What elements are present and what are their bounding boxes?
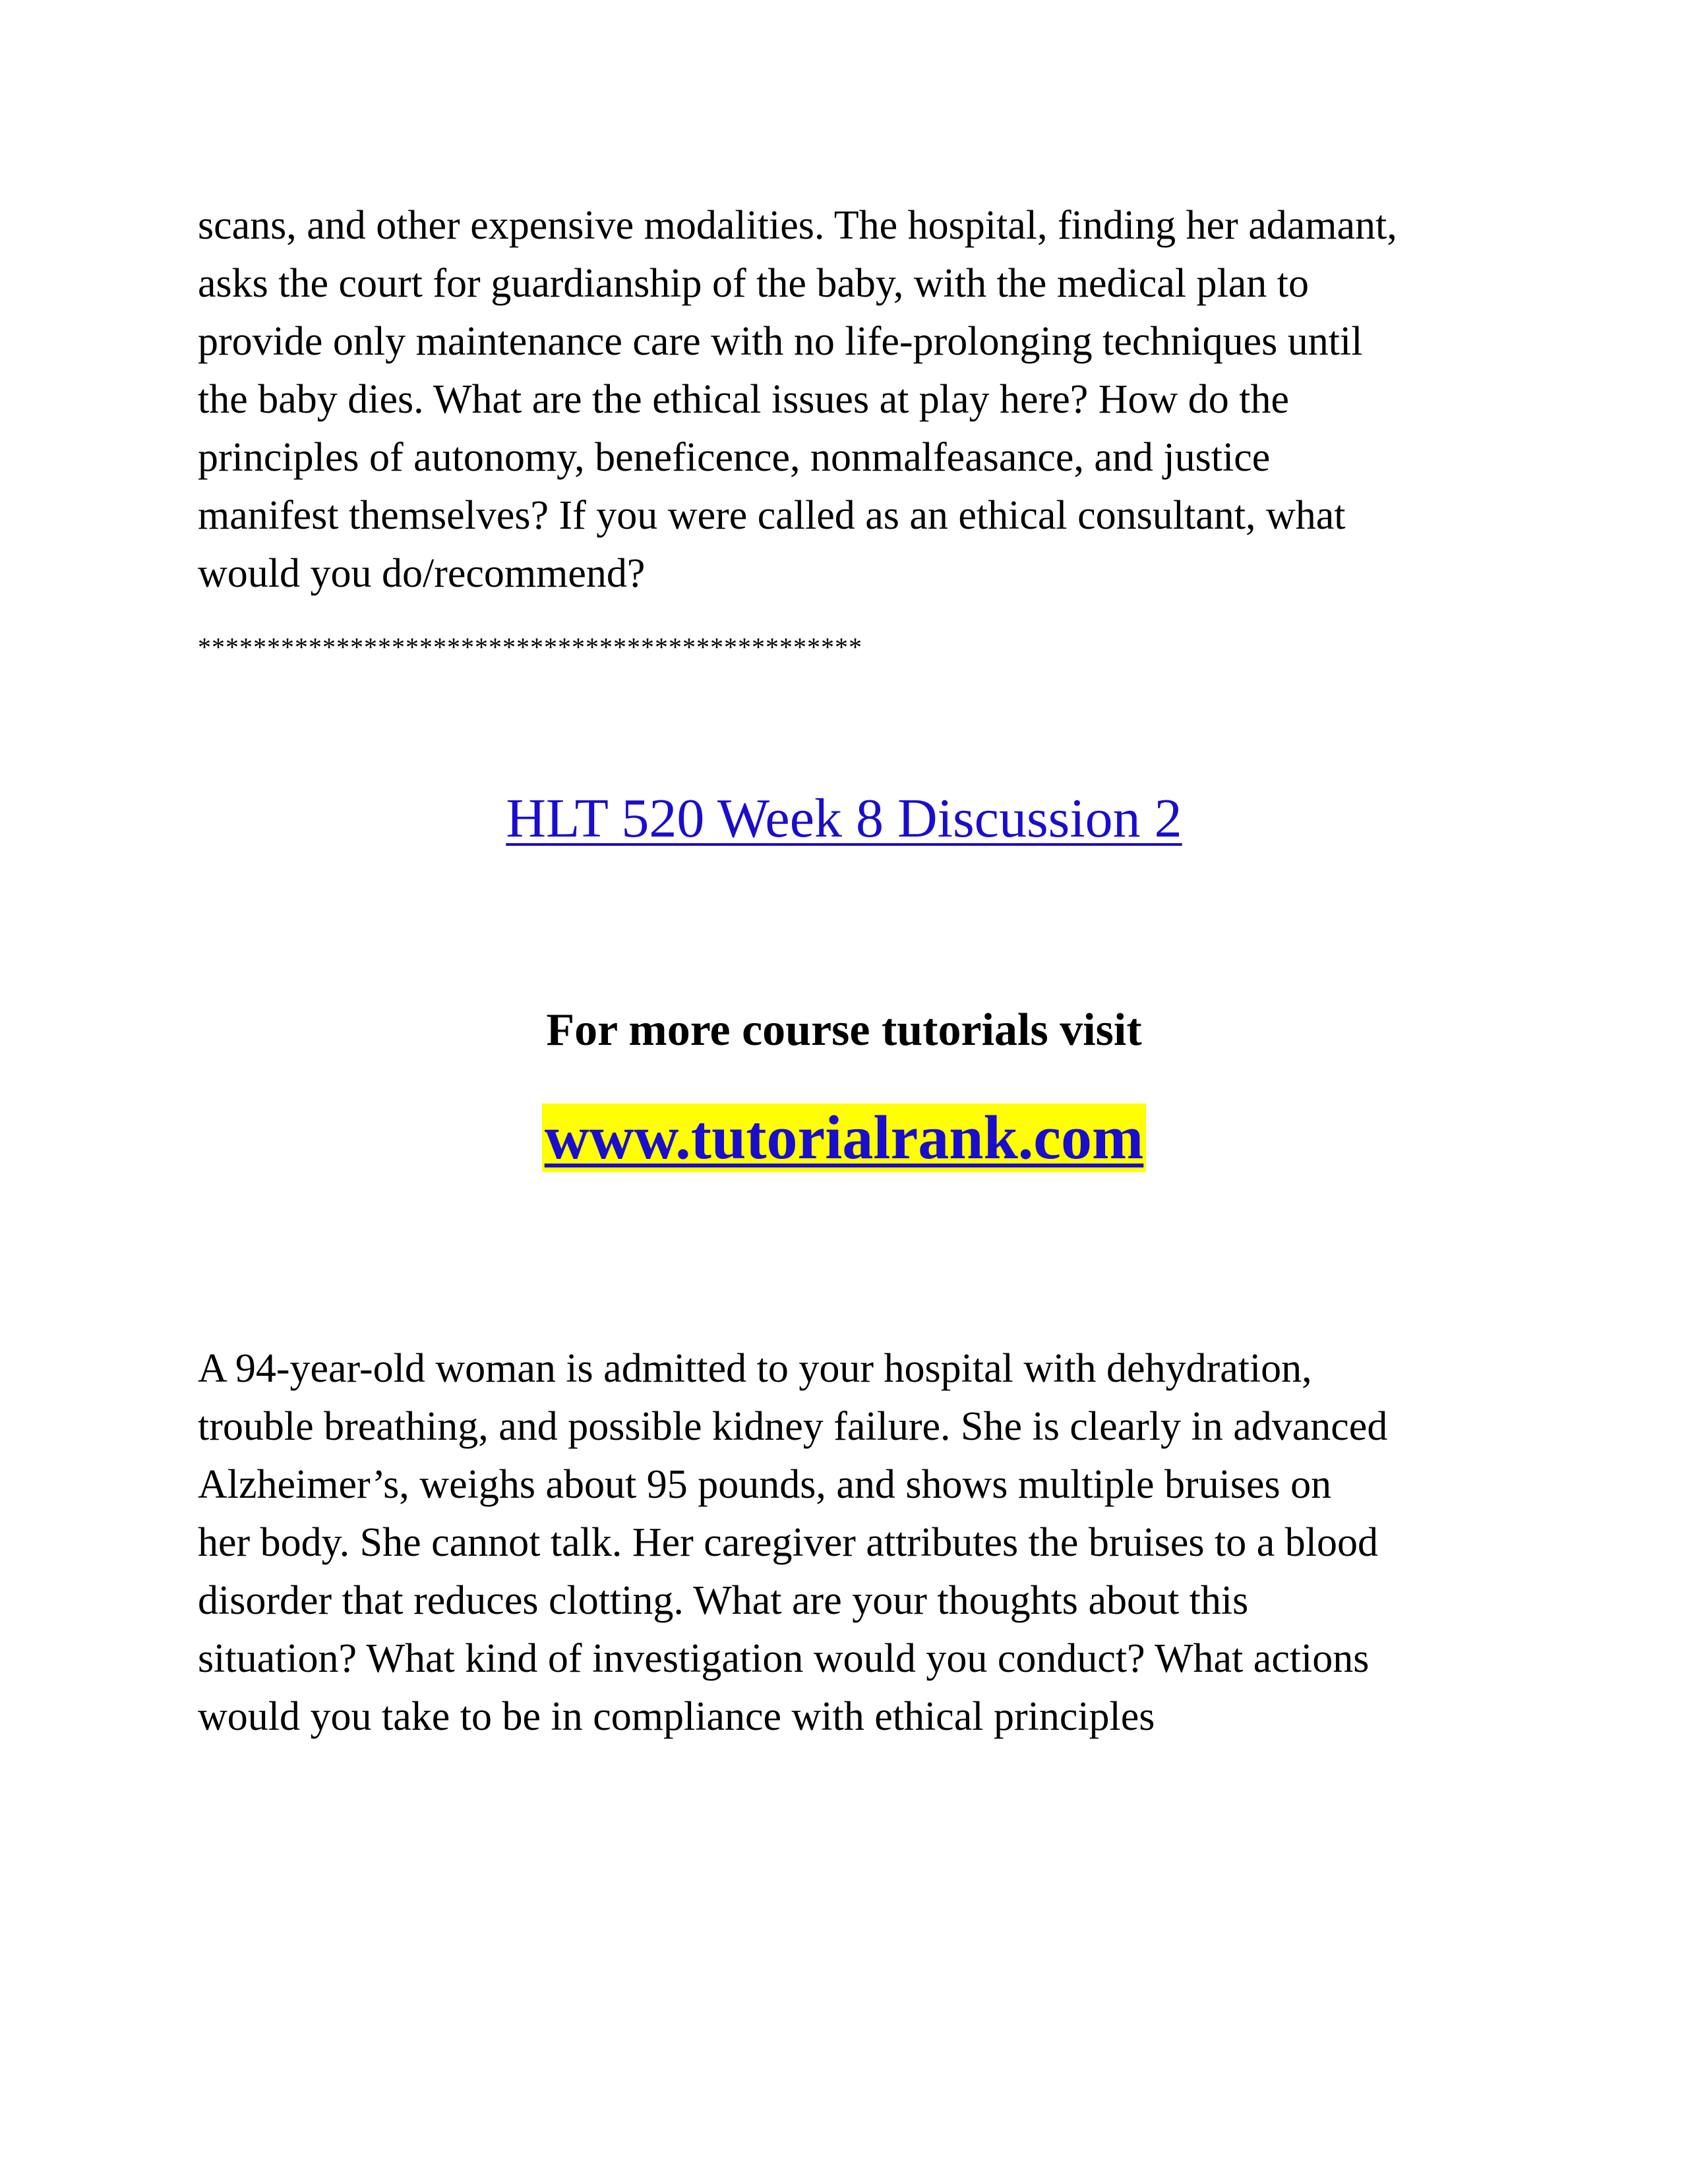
promo-text: For more course tutorials visit xyxy=(546,1005,1142,1055)
paragraph-line: manifest themselves? If you were called as an ethical consultant, what xyxy=(198,493,1346,538)
paragraph-line: Alzheimer’s, weighs about 95 pounds, and shows multiple bruises on xyxy=(198,1462,1332,1507)
paragraph-line: would you take to be in compliance with ethical principles xyxy=(198,1694,1155,1739)
paragraph-line: her body. She cannot talk. Her caregiver attributes the bruises to a blood xyxy=(198,1520,1378,1565)
paragraph-line: disorder that reduces clotting. What are your thoughts about this xyxy=(198,1578,1249,1623)
asterisk-separator: ************************************************ xyxy=(198,632,862,662)
case-paragraph-continued xyxy=(198,196,1517,603)
discussion-title-link[interactable]: HLT 520 Week 8 Discussion 2 xyxy=(506,788,1182,849)
paragraph-line: would you do/recommend? xyxy=(198,551,646,596)
paragraph-line: asks the court for guardianship of the baby, with the medical plan to xyxy=(198,261,1310,306)
paragraph-line: principles of autonomy, beneficence, nonmalfeasance, and justice xyxy=(198,435,1271,480)
paragraph-line: provide only maintenance care with no life-prolonging techniques until xyxy=(198,319,1363,364)
paragraph-line: scans, and other expensive modalities. The hospital, finding her adamant, xyxy=(198,203,1397,248)
paragraph-line: situation? What kind of investigation would you conduct? What actions xyxy=(198,1636,1370,1681)
paragraph-line: the baby dies. What are the ethical issues at play here? How do the xyxy=(198,377,1290,422)
discussion-heading xyxy=(0,786,1688,852)
paragraph-line: A 94-year-old woman is admitted to your hospital with dehydration, xyxy=(198,1346,1312,1391)
case-paragraph xyxy=(198,1340,1517,1746)
paragraph-line: trouble breathing, and possible kidney failure. She is clearly in advanced xyxy=(198,1404,1388,1449)
website-link[interactable]: www.tutorialrank.com xyxy=(542,1104,1147,1172)
website-banner xyxy=(0,1100,1688,1176)
